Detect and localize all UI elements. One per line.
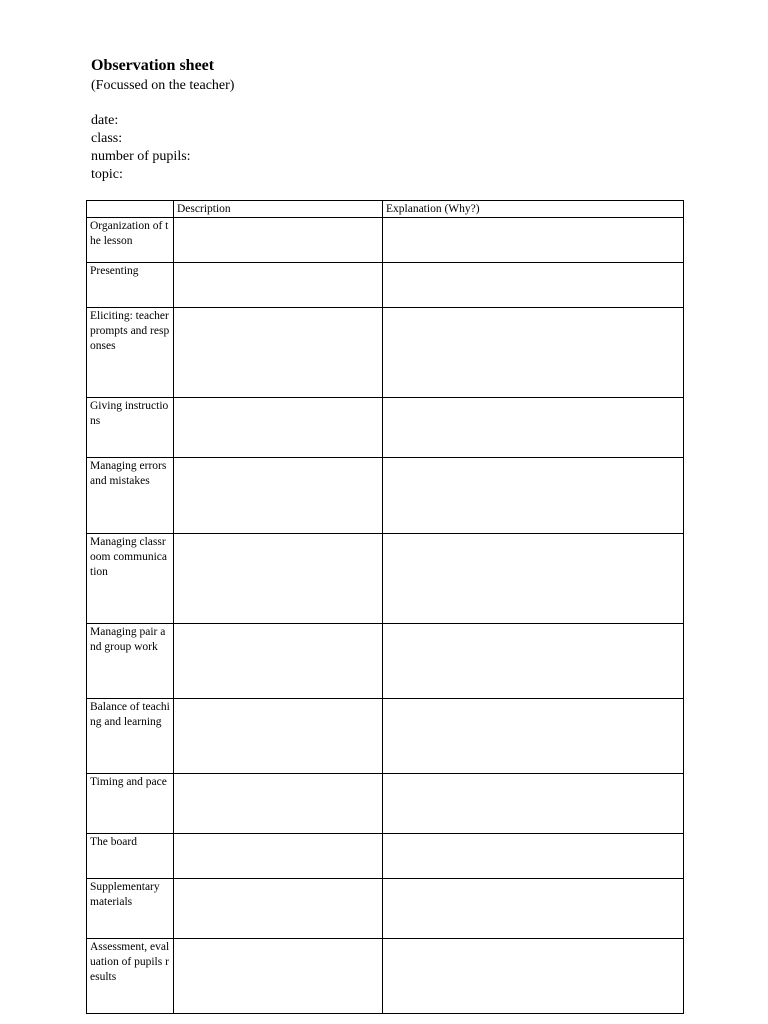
date-label: date: bbox=[91, 113, 119, 128]
table-row bbox=[87, 699, 684, 774]
table-row bbox=[87, 398, 684, 458]
class-label: class: bbox=[91, 131, 123, 146]
explanation-cell[interactable] bbox=[383, 458, 684, 534]
row-label: Giving instructions bbox=[87, 398, 174, 458]
table-row bbox=[87, 458, 684, 534]
explanation-cell[interactable] bbox=[383, 834, 684, 879]
description-cell[interactable] bbox=[174, 699, 383, 774]
table-row bbox=[87, 624, 684, 699]
row-label: Timing and pace bbox=[87, 774, 174, 834]
header-cell-description: Description bbox=[174, 201, 383, 218]
description-cell[interactable] bbox=[174, 534, 383, 624]
explanation-cell[interactable] bbox=[383, 624, 684, 699]
description-cell[interactable] bbox=[174, 774, 383, 834]
description-cell[interactable] bbox=[174, 624, 383, 699]
explanation-cell[interactable] bbox=[383, 218, 684, 263]
row-label: Presenting bbox=[87, 263, 174, 308]
header-cell-empty bbox=[87, 201, 174, 218]
explanation-cell[interactable] bbox=[383, 774, 684, 834]
row-label: The board bbox=[87, 834, 174, 879]
topic-label: topic: bbox=[91, 167, 123, 182]
row-label: Supplementary materials bbox=[87, 879, 174, 939]
row-label: Managing classroom communication bbox=[87, 534, 174, 624]
description-cell[interactable] bbox=[174, 939, 383, 1014]
table-row bbox=[87, 879, 684, 939]
explanation-cell[interactable] bbox=[383, 398, 684, 458]
explanation-cell[interactable] bbox=[383, 534, 684, 624]
description-cell[interactable] bbox=[174, 218, 383, 263]
table-row bbox=[87, 834, 684, 879]
explanation-cell[interactable] bbox=[383, 308, 684, 398]
document-subtitle: (Focussed on the teacher) bbox=[91, 78, 235, 93]
document-title: Observation sheet bbox=[91, 57, 215, 74]
row-label: Managing errors and mistakes bbox=[87, 458, 174, 534]
description-cell[interactable] bbox=[174, 398, 383, 458]
observation-table bbox=[86, 200, 684, 1014]
description-cell[interactable] bbox=[174, 263, 383, 308]
table-row bbox=[87, 218, 684, 263]
pupils-label: number of pupils: bbox=[91, 149, 191, 164]
header-cell-explanation: Explanation (Why?) bbox=[383, 201, 684, 218]
description-cell[interactable] bbox=[174, 834, 383, 879]
description-cell[interactable] bbox=[174, 308, 383, 398]
explanation-cell[interactable] bbox=[383, 879, 684, 939]
row-label: Eliciting: teacher prompts and responses bbox=[87, 308, 174, 398]
explanation-cell[interactable] bbox=[383, 699, 684, 774]
table-row bbox=[87, 263, 684, 308]
explanation-cell[interactable] bbox=[383, 263, 684, 308]
description-cell[interactable] bbox=[174, 458, 383, 534]
description-cell[interactable] bbox=[174, 879, 383, 939]
row-label: Managing pair and group work bbox=[87, 624, 174, 699]
row-label: Organization of the lesson bbox=[87, 218, 174, 263]
table-header-row bbox=[87, 201, 684, 218]
row-label: Balance of teaching and learning bbox=[87, 699, 174, 774]
table-row bbox=[87, 774, 684, 834]
table-row bbox=[87, 939, 684, 1014]
info-fields bbox=[91, 112, 191, 184]
explanation-cell[interactable] bbox=[383, 939, 684, 1014]
table-row bbox=[87, 534, 684, 624]
table-row bbox=[87, 308, 684, 398]
row-label: Assessment, evaluation of pupils results bbox=[87, 939, 174, 1014]
